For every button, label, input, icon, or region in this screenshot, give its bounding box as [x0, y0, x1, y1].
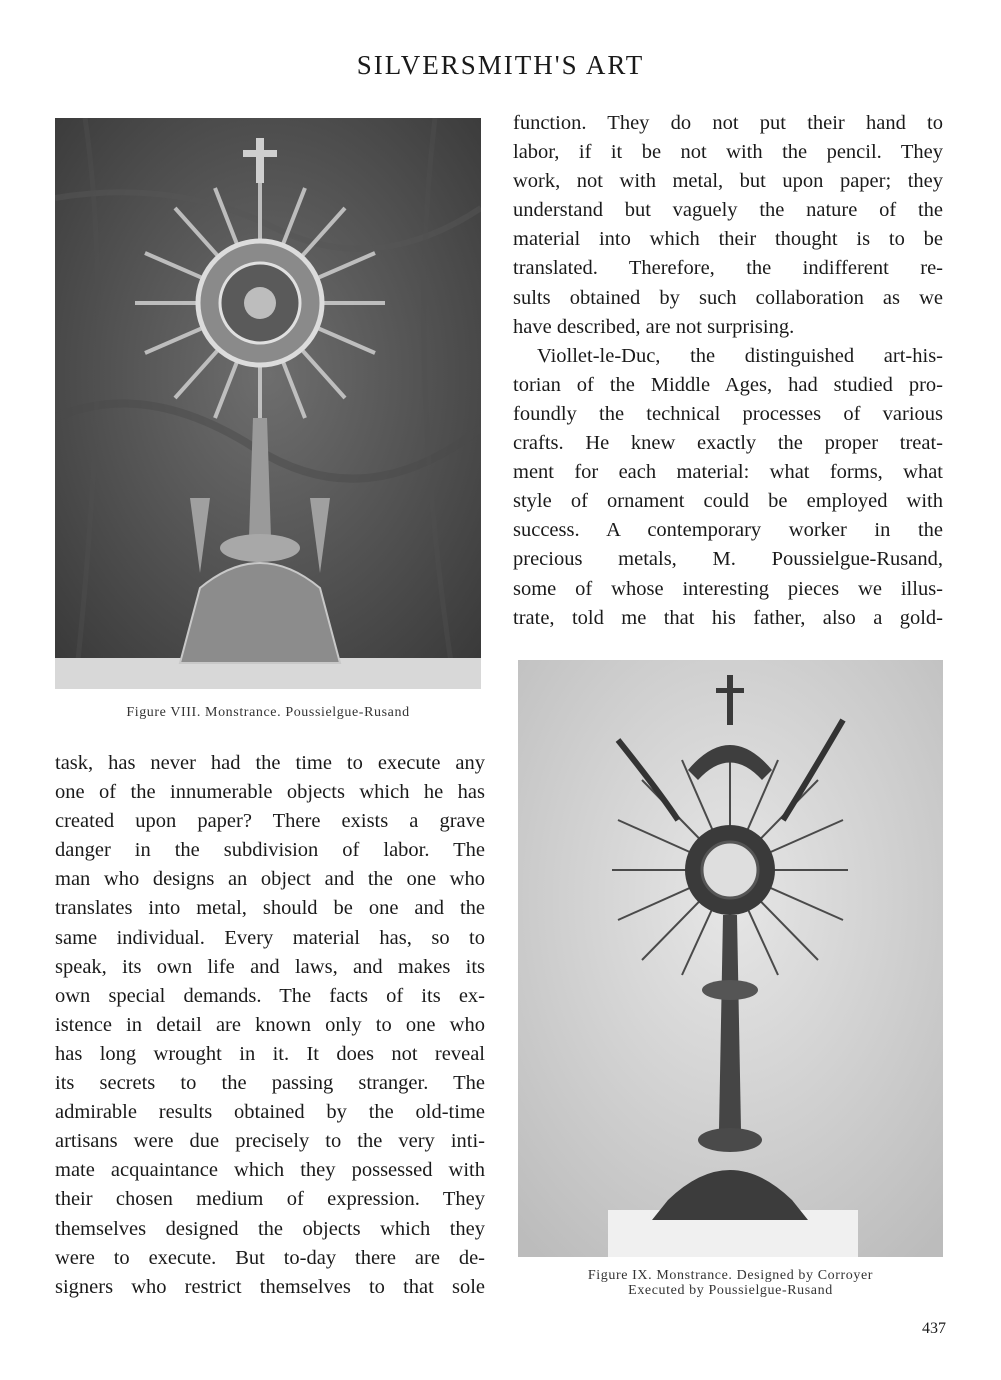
text-line: mate acquaintance which they possessed with: [55, 1159, 485, 1182]
monstrance-illustration: [55, 118, 481, 689]
text-line: function. They do not put their hand to: [513, 112, 943, 134]
text-line: understand but vaguely the nature of the: [513, 199, 943, 222]
text-line: their chosen medium of expression. They: [55, 1188, 485, 1211]
text-line: translates into metal, should be one and the: [55, 897, 485, 920]
page-title: SILVERSMITH'S ART: [356, 50, 645, 80]
left-column-text: [55, 749, 485, 1302]
text-line: signers who restrict themselves to that sole: [55, 1275, 485, 1298]
text-line: one of the innumerable objects which he has: [55, 781, 485, 804]
text-line: created upon paper? There exists a grave: [55, 810, 485, 833]
text-line: artisans were due precisely to the very inti-: [55, 1130, 485, 1153]
text-line: style of ornament could be employed with: [513, 490, 943, 513]
text-line: success. A contemporary worker in the: [513, 519, 943, 542]
figure-viii-photo: [55, 118, 481, 689]
text-line: translated. Therefore, the indifferent re-: [513, 257, 943, 280]
text-line: torian of the Middle Ages, had studied pro-: [513, 373, 943, 396]
text-line: themselves designed the objects which they: [55, 1217, 485, 1240]
text-line: danger in the subdivision of labor. The: [55, 839, 485, 862]
text-line: man who designs an object and the one who: [55, 868, 485, 891]
text-line: Viollet-le-Duc, the distinguished art-his-: [537, 344, 943, 367]
text-line: precious metals, M. Poussielgue-Rusand,: [513, 548, 943, 571]
text-line: task, has never had the time to execute any: [55, 752, 485, 774]
text-line: labor, if it be not with the pencil. They: [513, 141, 943, 164]
text-line: material into which their thought is to be: [513, 228, 943, 251]
text-line: foundly the technical processes of various: [513, 402, 943, 425]
text-line: crafts. He knew exactly the proper treat-: [513, 432, 943, 455]
text-line: work, not with metal, but upon paper; they: [513, 170, 943, 193]
text-line: trate, told me that his father, also a gold-: [513, 606, 943, 629]
figure-viii-caption: Figure VIII. Monstrance. Poussielgue-Rusand: [126, 705, 410, 720]
text-line: speak, its own life and laws, and makes its: [55, 955, 485, 978]
figure-ix-caption: [518, 1268, 943, 1298]
text-line: were to execute. But to-day there are de-: [55, 1246, 485, 1269]
text-line: admirable results obtained by the old-time: [55, 1101, 485, 1124]
text-line: sults obtained by such collaboration as we: [513, 286, 943, 309]
page-number: 437: [922, 1320, 946, 1337]
caption-line: Figure IX. Monstrance. Designed by Corroyer: [587, 1268, 874, 1283]
right-column-text: [513, 109, 943, 633]
text-line: its secrets to the passing stranger. The: [55, 1072, 485, 1095]
text-line: have described, are not surprising.: [513, 315, 795, 338]
text-line: some of whose interesting pieces we illus-: [513, 577, 943, 600]
text-line: ment for each material: what forms, what: [513, 461, 943, 484]
text-line: has long wrought in it. It does not reveal: [55, 1042, 485, 1065]
text-line: same individual. Every material has, so to: [55, 926, 485, 949]
figure-ix-photo: [518, 660, 943, 1257]
text-line: istence in detail are known only to one who: [55, 1013, 485, 1036]
caption-line: Executed by Poussielgue-Rusand: [628, 1283, 833, 1298]
monstrance-illustration: [518, 660, 943, 1257]
text-line: own special demands. The facts of its ex-: [55, 984, 485, 1007]
